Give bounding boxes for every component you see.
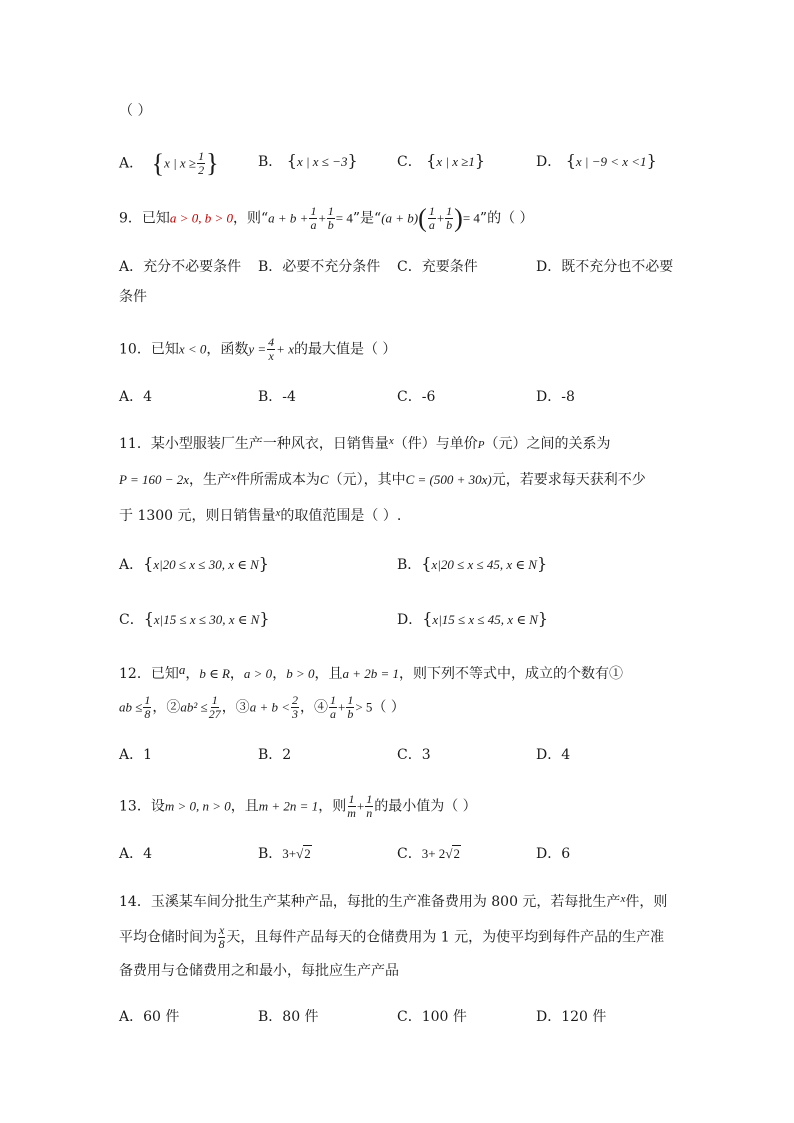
q10-option-b: B．-4 [258, 389, 296, 405]
q12-option-a: A．1 [119, 747, 153, 763]
q14-option-d: D．120 件 [536, 1009, 607, 1025]
q13-option-b: B．3+√2 [258, 846, 311, 862]
q9-option-d: D．既不充分也不必要 [536, 259, 674, 275]
q10-option-a: A．4 [119, 389, 153, 405]
q11-option-d: D．{x|15 ≤ x ≤ 45, x ∈ N} [397, 609, 549, 628]
q9-option-a: A．充分不必要条件 [119, 259, 242, 275]
q13-option-c: C．3+ 2√2 [397, 846, 460, 862]
q10-option-d: D．-8 [536, 389, 575, 405]
q14-option-c: C．100 件 [397, 1009, 467, 1025]
question-14-line-2: 平均仓储时间为 $\frac{x}{8}$ 天，且每件产品每天的仓储费用为 1 元，为使平均到每件产品的生产准 [119, 923, 665, 951]
question-11-line-3: 于 1300 元，则日销售量$^x$的取值范围是（ ）. [119, 507, 402, 524]
question-12-line-1: 12．已知a，b ∈ R，a > 0，b > 0，且a + 2b = 1，则下列不等式中，成立的个数有① [119, 662, 624, 682]
q11-option-a: A．{x|20 ≤ x ≤ 30, x ∈ N} [119, 554, 269, 573]
question-14-line-3: 备费用与仓储费用之和最小，每批应生产产品 [119, 963, 399, 979]
question-12-line-2: ab ≤ $\frac{1}{8}$ ，②ab² ≤ $\frac{1}{27}$ ，③a + b < $\frac{2}{3}$ ，④ $\frac{1}{a}$ + $\frac{1}{b}$ > 5（ ） [119, 693, 405, 721]
q10-option-c: C．-6 [397, 389, 436, 405]
question-13-stem: 13．设m > 0, n > 0，且m + 2n = 1，则 $\frac{1}{m}$ + $\frac{1}{n}$ 的最小值为（ ） [119, 792, 477, 820]
q12-option-d: D．4 [536, 747, 571, 763]
question-11-line-2: P = 160 − 2x，生产$^x$件所需成本为C（元），其中C = (500 + 30x)元，若要求每天获利不少 [119, 471, 646, 488]
question-14-line-1: 14．玉溪某车间分批生产某种产品，每批的生产准备费用为 800 元，若每批生产$^x$件，则 [119, 893, 668, 910]
option-a: A． {x | x ≥ $\frac{1}{2}$ } [119, 148, 219, 178]
option-b: B． {x | x ≤ −3} [258, 151, 358, 170]
question-11-line-1: 11．某小型服装厂生产一种风衣，日销售量$^x$（件）与单价P（元）之间的关系为 [119, 435, 611, 452]
q13-option-a: A．4 [119, 846, 153, 862]
question-10-stem: 10．已知x < 0，函数y = $\frac{4}{x}$ + x的最大值是（ ） [119, 335, 397, 363]
option-d: D． {x | −9 < x <1} [536, 151, 657, 170]
q12-option-c: C．3 [397, 747, 431, 763]
q12-option-b: B．2 [258, 747, 292, 763]
q9-option-c: C．充要条件 [397, 259, 478, 275]
option-c: C． {x | x ≥1} [397, 151, 486, 170]
q11-option-c: C．{x|15 ≤ x ≤ 30, x ∈ N} [119, 609, 270, 628]
q11-option-b: B．{x|20 ≤ x ≤ 45, x ∈ N} [397, 554, 548, 573]
answer-paren: （ ） [119, 103, 152, 119]
question-9-stem: 9．已知a > 0, b > 0，则“a + b + $\frac{1}{a}$ + $\frac{1}{b}$ = 4”是“(a + b)( $\frac{1}{a}$ + $\frac{1}{b}$ )= 4”的（ ） [119, 203, 534, 233]
q14-option-a: A．60 件 [119, 1009, 180, 1025]
q14-option-b: B．80 件 [258, 1009, 319, 1025]
q9-option-b: B．必要不充分条件 [258, 259, 381, 275]
q13-option-d: D．6 [536, 846, 571, 862]
q9-option-d-cont: 条件 [119, 289, 147, 305]
